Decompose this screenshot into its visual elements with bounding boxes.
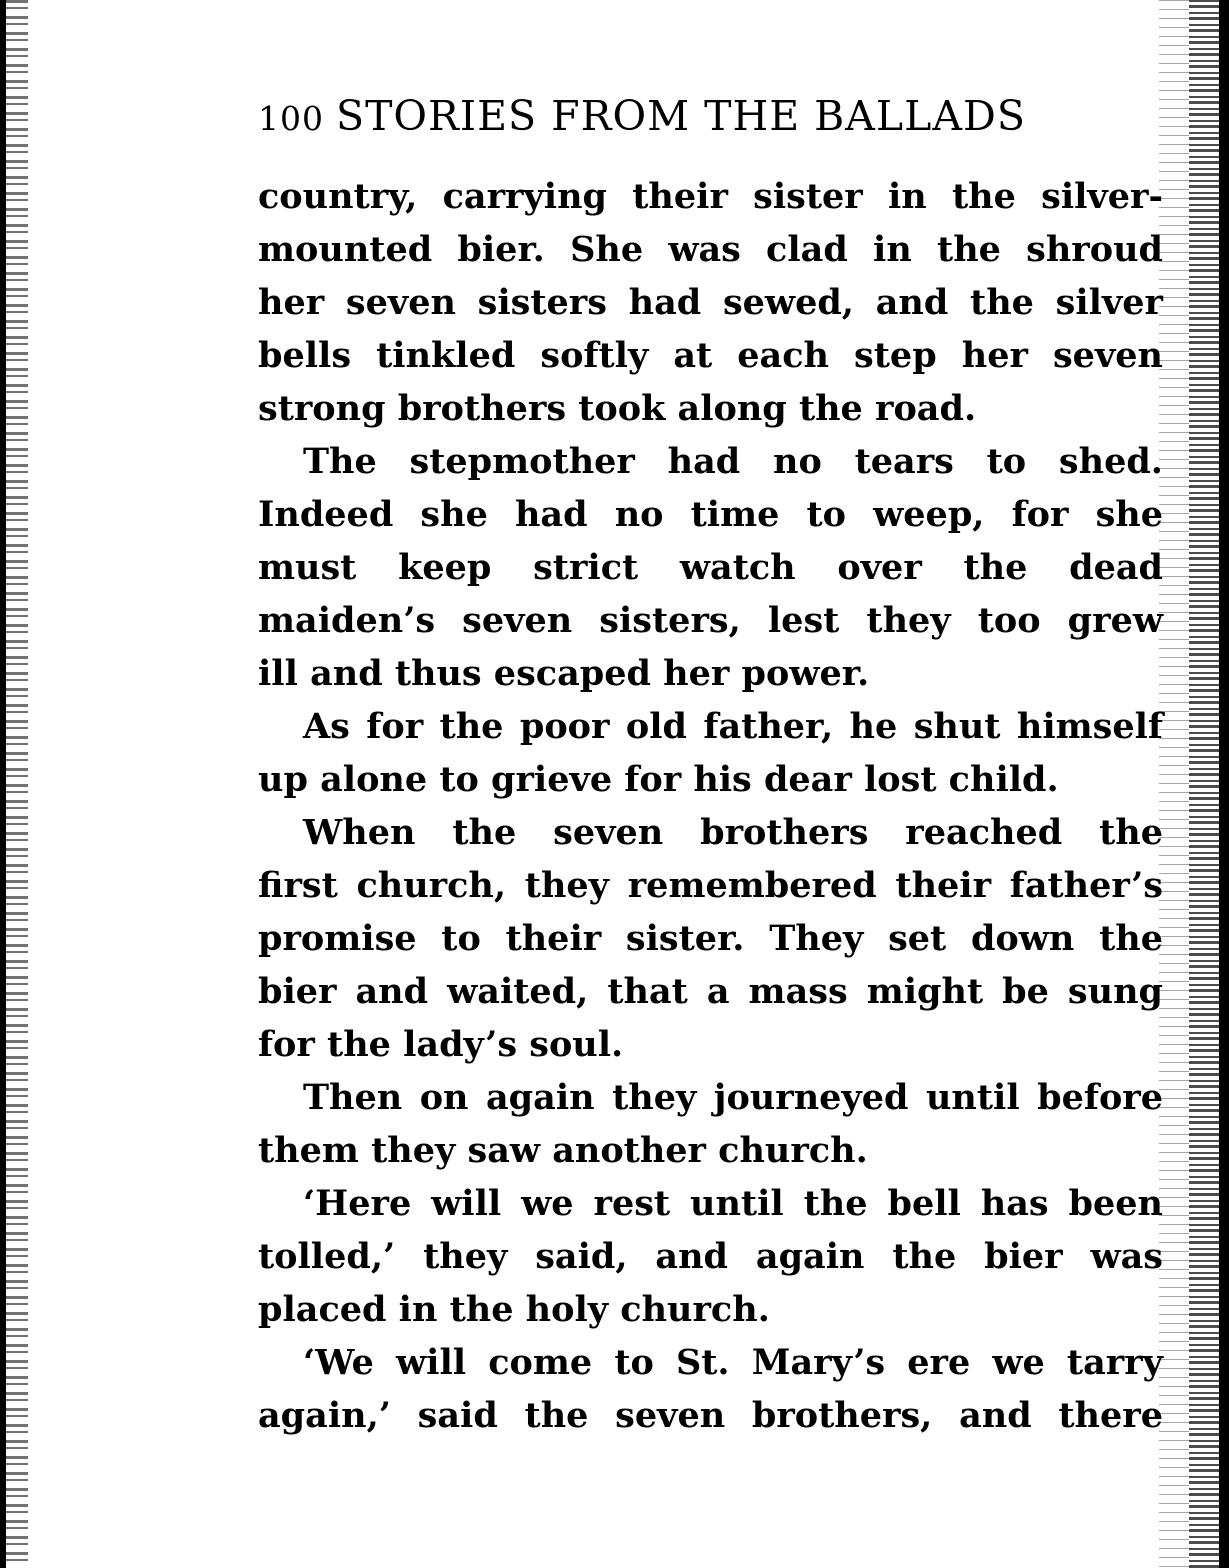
text-line: ‘Here will we rest until the bell has been [303,1183,1163,1224]
text-line: bier and waited, that a mass might be sung [258,971,1163,1012]
text-line: for the lady’s soul. [258,1024,624,1065]
text-line: must keep strict watch over the dead [258,547,1163,588]
text-line: tolled,’ they said, and again the bier was [258,1236,1163,1277]
text-line: her seven sisters had sewed, and the silver [258,282,1163,323]
text-line: As for the poor old father, he shut himself [303,706,1163,747]
text-line: mounted bier. She was clad in the shroud [258,229,1163,270]
text-line: placed in the holy church. [258,1289,770,1330]
body-text [258,170,1163,1442]
text-line: ‘We will come to St. Mary’s ere we tarry [303,1342,1163,1383]
text-line: Then on again they journeyed until before [303,1077,1163,1118]
scan-edge-right-border [1219,0,1229,1568]
text-line: When the seven brothers reached the [303,812,1163,853]
running-title: STORIES FROM THE BALLADS [336,92,1026,140]
text-line: ill and thus escaped her power. [258,653,870,694]
text-line: The stepmother had no tears to shed. [303,441,1163,482]
text-line: strong brothers took along the road. [258,388,977,429]
scan-edge-right-shadow [1159,0,1189,1568]
text-line: maiden’s seven sisters, lest they too grew [258,600,1163,641]
text-line: them they saw another church. [258,1130,868,1171]
text-line: Indeed she had no time to weep, for she [258,494,1163,535]
page-number: 100 [258,99,324,138]
text-line: first church, they remembered their father’s [258,865,1163,906]
text-line: promise to their sister. They set down the [258,918,1163,959]
text-line: again,’ said the seven brothers, and there [258,1395,1163,1436]
text-line: bells tinkled softly at each step her seven [258,335,1163,376]
text-line: country, carrying their sister in the silver- [258,176,1163,217]
text-line: up alone to grieve for his dear lost child. [258,759,1059,800]
running-head [258,92,1118,140]
scan-edge-left-border [0,0,6,1568]
